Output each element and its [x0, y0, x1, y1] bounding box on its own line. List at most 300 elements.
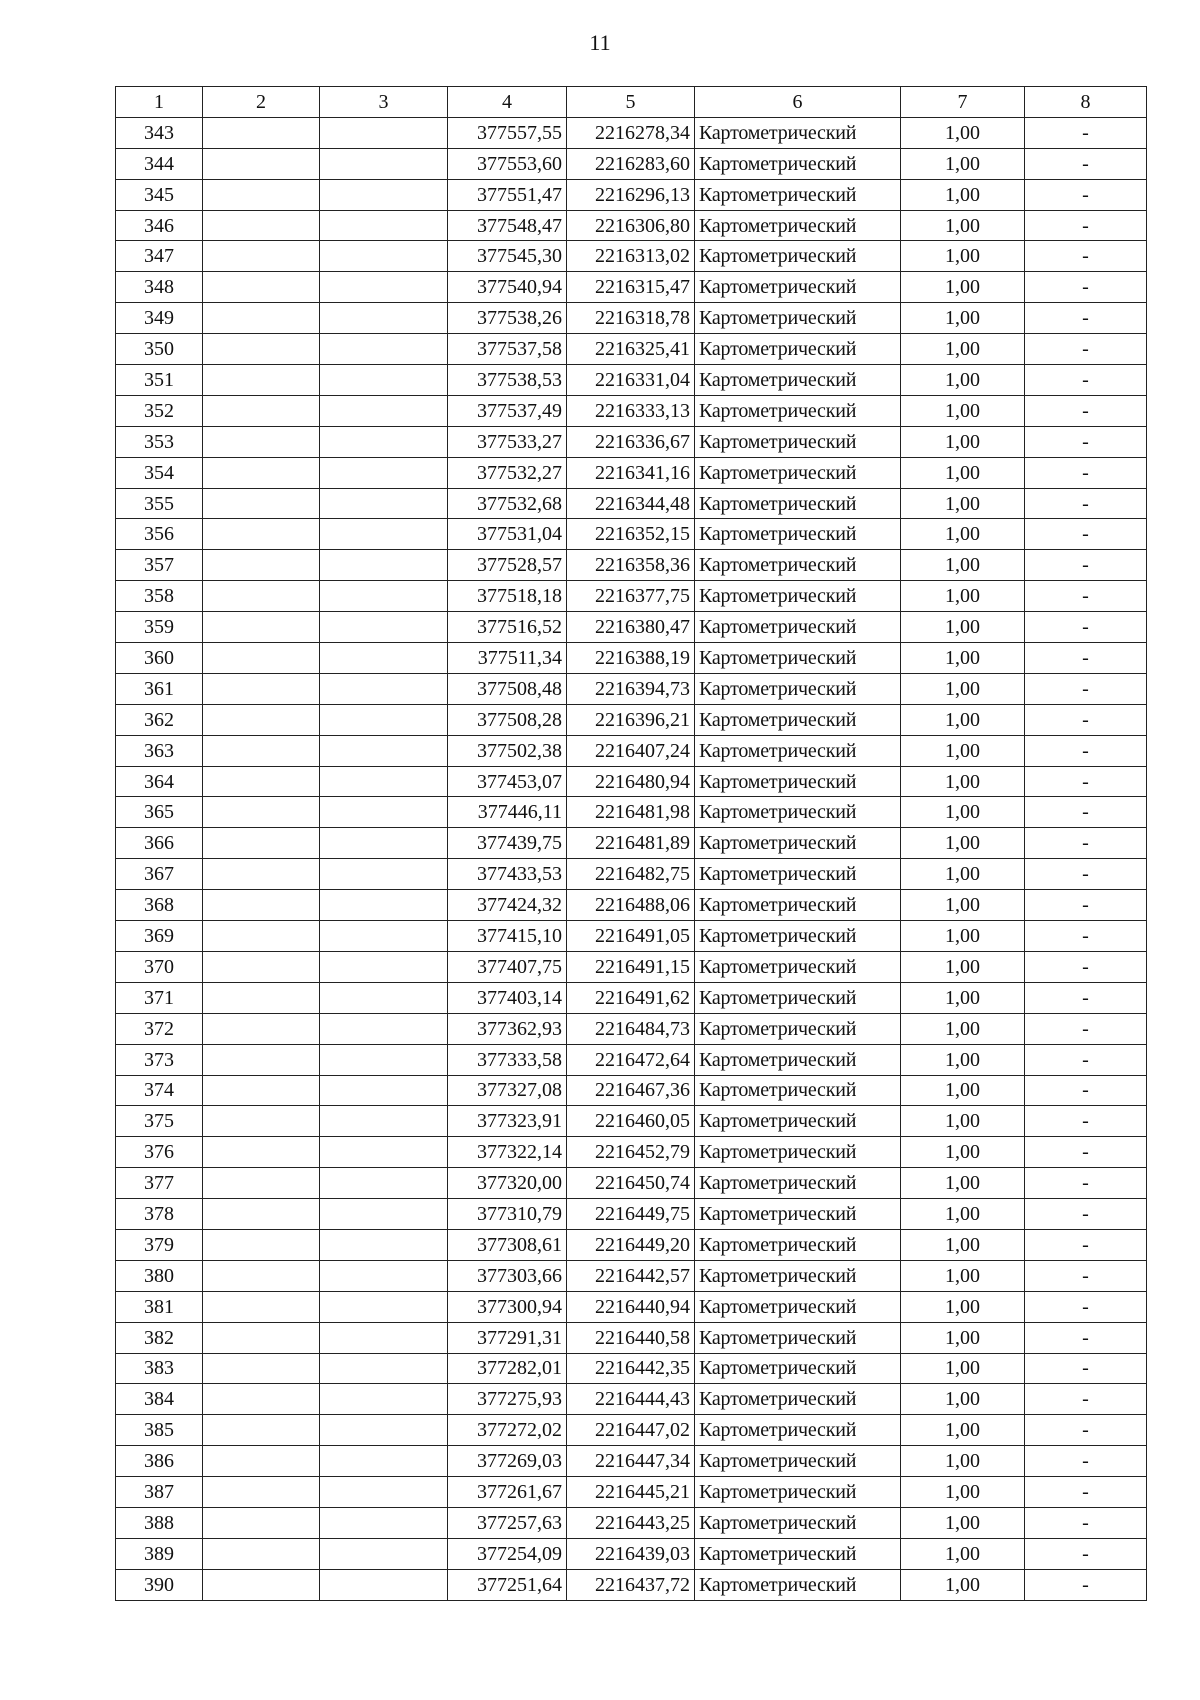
point-number-cell: 362	[116, 704, 203, 735]
accuracy-cell: 1,00	[901, 1137, 1025, 1168]
column-3-cell	[320, 1353, 448, 1384]
method-cell: Картометрический	[695, 951, 901, 982]
accuracy-cell: 1,00	[901, 365, 1025, 396]
method-cell: Картометрический	[695, 241, 901, 272]
point-number-cell: 370	[116, 951, 203, 982]
header-row	[116, 87, 1147, 118]
column-3-cell	[320, 951, 448, 982]
table-row	[116, 519, 1147, 550]
column-2-cell	[203, 426, 320, 457]
table-row	[116, 1322, 1147, 1353]
x-coordinate-cell: 377303,66	[448, 1260, 567, 1291]
point-number-cell: 369	[116, 921, 203, 952]
column-2-cell	[203, 365, 320, 396]
column-header: 8	[1025, 87, 1147, 118]
table-row	[116, 550, 1147, 581]
accuracy-cell: 1,00	[901, 1507, 1025, 1538]
y-coordinate-cell: 2216439,03	[567, 1538, 695, 1569]
y-coordinate-cell: 2216449,75	[567, 1199, 695, 1230]
column-3-cell	[320, 1415, 448, 1446]
column-2-cell	[203, 890, 320, 921]
x-coordinate-cell: 377251,64	[448, 1569, 567, 1600]
y-coordinate-cell: 2216394,73	[567, 673, 695, 704]
point-number-cell: 355	[116, 488, 203, 519]
accuracy-cell: 1,00	[901, 982, 1025, 1013]
table-row	[116, 457, 1147, 488]
accuracy-cell: 1,00	[901, 148, 1025, 179]
column-3-cell	[320, 1106, 448, 1137]
column-2-cell	[203, 272, 320, 303]
method-cell: Картометрический	[695, 766, 901, 797]
method-cell: Картометрический	[695, 488, 901, 519]
table-row	[116, 982, 1147, 1013]
column-2-cell	[203, 581, 320, 612]
column-8-cell: -	[1025, 1322, 1147, 1353]
column-8-cell: -	[1025, 982, 1147, 1013]
accuracy-cell: 1,00	[901, 117, 1025, 148]
table-row	[116, 1291, 1147, 1322]
point-number-cell: 384	[116, 1384, 203, 1415]
point-number-cell: 351	[116, 365, 203, 396]
point-number-cell: 356	[116, 519, 203, 550]
x-coordinate-cell: 377533,27	[448, 426, 567, 457]
point-number-cell: 374	[116, 1075, 203, 1106]
column-8-cell: -	[1025, 890, 1147, 921]
method-cell: Картометрический	[695, 921, 901, 952]
column-3-cell	[320, 828, 448, 859]
y-coordinate-cell: 2216491,05	[567, 921, 695, 952]
column-3-cell	[320, 704, 448, 735]
column-header: 7	[901, 87, 1025, 118]
method-cell: Картометрический	[695, 1538, 901, 1569]
column-8-cell: -	[1025, 704, 1147, 735]
column-8-cell: -	[1025, 1075, 1147, 1106]
x-coordinate-cell: 377553,60	[448, 148, 567, 179]
point-number-cell: 366	[116, 828, 203, 859]
point-number-cell: 354	[116, 457, 203, 488]
column-3-cell	[320, 1137, 448, 1168]
column-2-cell	[203, 1260, 320, 1291]
column-3-cell	[320, 395, 448, 426]
y-coordinate-cell: 2216447,02	[567, 1415, 695, 1446]
point-number-cell: 359	[116, 612, 203, 643]
accuracy-cell: 1,00	[901, 179, 1025, 210]
method-cell: Картометрический	[695, 704, 901, 735]
x-coordinate-cell: 377272,02	[448, 1415, 567, 1446]
point-number-cell: 353	[116, 426, 203, 457]
column-3-cell	[320, 303, 448, 334]
column-8-cell: -	[1025, 395, 1147, 426]
table-row	[116, 1507, 1147, 1538]
y-coordinate-cell: 2216344,48	[567, 488, 695, 519]
table-row	[116, 643, 1147, 674]
accuracy-cell: 1,00	[901, 890, 1025, 921]
method-cell: Картометрический	[695, 1044, 901, 1075]
column-8-cell: -	[1025, 766, 1147, 797]
accuracy-cell: 1,00	[901, 643, 1025, 674]
column-3-cell	[320, 1044, 448, 1075]
accuracy-cell: 1,00	[901, 1322, 1025, 1353]
column-3-cell	[320, 1384, 448, 1415]
point-number-cell: 371	[116, 982, 203, 1013]
table-row	[116, 581, 1147, 612]
column-2-cell	[203, 1168, 320, 1199]
table-row	[116, 735, 1147, 766]
point-number-cell: 361	[116, 673, 203, 704]
column-2-cell	[203, 179, 320, 210]
column-3-cell	[320, 1199, 448, 1230]
point-number-cell: 381	[116, 1291, 203, 1322]
y-coordinate-cell: 2216442,57	[567, 1260, 695, 1291]
column-3-cell	[320, 982, 448, 1013]
column-8-cell: -	[1025, 117, 1147, 148]
x-coordinate-cell: 377333,58	[448, 1044, 567, 1075]
column-3-cell	[320, 1446, 448, 1477]
accuracy-cell: 1,00	[901, 1075, 1025, 1106]
table-row	[116, 334, 1147, 365]
y-coordinate-cell: 2216450,74	[567, 1168, 695, 1199]
column-8-cell: -	[1025, 334, 1147, 365]
y-coordinate-cell: 2216442,35	[567, 1353, 695, 1384]
x-coordinate-cell: 377537,58	[448, 334, 567, 365]
table-row	[116, 766, 1147, 797]
table-row	[116, 117, 1147, 148]
column-8-cell: -	[1025, 1569, 1147, 1600]
method-cell: Картометрический	[695, 1013, 901, 1044]
y-coordinate-cell: 2216396,21	[567, 704, 695, 735]
column-header: 6	[695, 87, 901, 118]
table-row	[116, 210, 1147, 241]
y-coordinate-cell: 2216296,13	[567, 179, 695, 210]
column-3-cell	[320, 148, 448, 179]
table-row	[116, 1044, 1147, 1075]
table-row	[116, 859, 1147, 890]
x-coordinate-cell: 377508,28	[448, 704, 567, 735]
x-coordinate-cell: 377433,53	[448, 859, 567, 890]
accuracy-cell: 1,00	[901, 303, 1025, 334]
method-cell: Картометрический	[695, 1199, 901, 1230]
table-row	[116, 1199, 1147, 1230]
column-header: 5	[567, 87, 695, 118]
x-coordinate-cell: 377551,47	[448, 179, 567, 210]
method-cell: Картометрический	[695, 1477, 901, 1508]
x-coordinate-cell: 377531,04	[448, 519, 567, 550]
column-8-cell: -	[1025, 859, 1147, 890]
accuracy-cell: 1,00	[901, 828, 1025, 859]
table-row	[116, 921, 1147, 952]
y-coordinate-cell: 2216318,78	[567, 303, 695, 334]
method-cell: Картометрический	[695, 1569, 901, 1600]
method-cell: Картометрический	[695, 673, 901, 704]
column-3-cell	[320, 365, 448, 396]
column-2-cell	[203, 1199, 320, 1230]
point-number-cell: 352	[116, 395, 203, 426]
y-coordinate-cell: 2216480,94	[567, 766, 695, 797]
point-number-cell: 368	[116, 890, 203, 921]
column-header: 2	[203, 87, 320, 118]
table-row	[116, 1538, 1147, 1569]
x-coordinate-cell: 377275,93	[448, 1384, 567, 1415]
column-8-cell: -	[1025, 673, 1147, 704]
x-coordinate-cell: 377320,00	[448, 1168, 567, 1199]
method-cell: Картометрический	[695, 148, 901, 179]
column-8-cell: -	[1025, 148, 1147, 179]
column-8-cell: -	[1025, 1106, 1147, 1137]
column-2-cell	[203, 828, 320, 859]
table-row	[116, 1229, 1147, 1260]
column-2-cell	[203, 643, 320, 674]
x-coordinate-cell: 377424,32	[448, 890, 567, 921]
accuracy-cell: 1,00	[901, 550, 1025, 581]
column-8-cell: -	[1025, 828, 1147, 859]
point-number-cell: 389	[116, 1538, 203, 1569]
method-cell: Картометрический	[695, 643, 901, 674]
table-row	[116, 1168, 1147, 1199]
column-3-cell	[320, 1260, 448, 1291]
column-8-cell: -	[1025, 457, 1147, 488]
accuracy-cell: 1,00	[901, 1229, 1025, 1260]
column-2-cell	[203, 550, 320, 581]
table-row	[116, 272, 1147, 303]
method-cell: Картометрический	[695, 1415, 901, 1446]
table-row	[116, 797, 1147, 828]
y-coordinate-cell: 2216325,41	[567, 334, 695, 365]
accuracy-cell: 1,00	[901, 1569, 1025, 1600]
column-2-cell	[203, 148, 320, 179]
point-number-cell: 380	[116, 1260, 203, 1291]
accuracy-cell: 1,00	[901, 488, 1025, 519]
column-8-cell: -	[1025, 488, 1147, 519]
column-2-cell	[203, 1477, 320, 1508]
table-row	[116, 395, 1147, 426]
column-3-cell	[320, 426, 448, 457]
y-coordinate-cell: 2216491,62	[567, 982, 695, 1013]
point-number-cell: 358	[116, 581, 203, 612]
column-8-cell: -	[1025, 210, 1147, 241]
x-coordinate-cell: 377537,49	[448, 395, 567, 426]
column-2-cell	[203, 1106, 320, 1137]
y-coordinate-cell: 2216336,67	[567, 426, 695, 457]
x-coordinate-cell: 377453,07	[448, 766, 567, 797]
column-2-cell	[203, 673, 320, 704]
column-3-cell	[320, 488, 448, 519]
method-cell: Картометрический	[695, 735, 901, 766]
accuracy-cell: 1,00	[901, 1384, 1025, 1415]
table-row	[116, 1384, 1147, 1415]
x-coordinate-cell: 377254,09	[448, 1538, 567, 1569]
table-row	[116, 1477, 1147, 1508]
table-row	[116, 1106, 1147, 1137]
column-2-cell	[203, 241, 320, 272]
x-coordinate-cell: 377300,94	[448, 1291, 567, 1322]
column-2-cell	[203, 1415, 320, 1446]
point-number-cell: 382	[116, 1322, 203, 1353]
method-cell: Картометрический	[695, 1384, 901, 1415]
column-8-cell: -	[1025, 735, 1147, 766]
point-number-cell: 372	[116, 1013, 203, 1044]
column-2-cell	[203, 303, 320, 334]
column-2-cell	[203, 334, 320, 365]
column-header: 1	[116, 87, 203, 118]
point-number-cell: 367	[116, 859, 203, 890]
column-3-cell	[320, 1229, 448, 1260]
accuracy-cell: 1,00	[901, 272, 1025, 303]
y-coordinate-cell: 2216482,75	[567, 859, 695, 890]
table-row	[116, 1569, 1147, 1600]
x-coordinate-cell: 377446,11	[448, 797, 567, 828]
column-3-cell	[320, 766, 448, 797]
point-number-cell: 350	[116, 334, 203, 365]
table-row	[116, 951, 1147, 982]
column-8-cell: -	[1025, 1229, 1147, 1260]
column-3-cell	[320, 859, 448, 890]
method-cell: Картометрический	[695, 395, 901, 426]
y-coordinate-cell: 2216460,05	[567, 1106, 695, 1137]
point-number-cell: 387	[116, 1477, 203, 1508]
column-8-cell: -	[1025, 1415, 1147, 1446]
y-coordinate-cell: 2216341,16	[567, 457, 695, 488]
column-2-cell	[203, 704, 320, 735]
point-number-cell: 346	[116, 210, 203, 241]
column-2-cell	[203, 519, 320, 550]
column-3-cell	[320, 1507, 448, 1538]
accuracy-cell: 1,00	[901, 1477, 1025, 1508]
table-row	[116, 179, 1147, 210]
column-2-cell	[203, 1075, 320, 1106]
point-number-cell: 388	[116, 1507, 203, 1538]
column-8-cell: -	[1025, 1477, 1147, 1508]
column-2-cell	[203, 921, 320, 952]
method-cell: Картометрический	[695, 117, 901, 148]
accuracy-cell: 1,00	[901, 951, 1025, 982]
accuracy-cell: 1,00	[901, 334, 1025, 365]
column-2-cell	[203, 951, 320, 982]
column-3-cell	[320, 612, 448, 643]
column-2-cell	[203, 457, 320, 488]
method-cell: Картометрический	[695, 365, 901, 396]
x-coordinate-cell: 377310,79	[448, 1199, 567, 1230]
y-coordinate-cell: 2216283,60	[567, 148, 695, 179]
y-coordinate-cell: 2216443,25	[567, 1507, 695, 1538]
column-8-cell: -	[1025, 921, 1147, 952]
table-row	[116, 1446, 1147, 1477]
method-cell: Картометрический	[695, 272, 901, 303]
x-coordinate-cell: 377291,31	[448, 1322, 567, 1353]
column-8-cell: -	[1025, 365, 1147, 396]
table-body	[116, 117, 1147, 1600]
column-8-cell: -	[1025, 1168, 1147, 1199]
column-8-cell: -	[1025, 179, 1147, 210]
y-coordinate-cell: 2216440,58	[567, 1322, 695, 1353]
x-coordinate-cell: 377557,55	[448, 117, 567, 148]
method-cell: Картометрический	[695, 210, 901, 241]
x-coordinate-cell: 377538,26	[448, 303, 567, 334]
accuracy-cell: 1,00	[901, 519, 1025, 550]
point-number-cell: 373	[116, 1044, 203, 1075]
table-row	[116, 365, 1147, 396]
y-coordinate-cell: 2216452,79	[567, 1137, 695, 1168]
y-coordinate-cell: 2216491,15	[567, 951, 695, 982]
column-3-cell	[320, 272, 448, 303]
table-row	[116, 704, 1147, 735]
column-2-cell	[203, 395, 320, 426]
x-coordinate-cell: 377269,03	[448, 1446, 567, 1477]
y-coordinate-cell: 2216467,36	[567, 1075, 695, 1106]
x-coordinate-cell: 377538,53	[448, 365, 567, 396]
column-3-cell	[320, 1477, 448, 1508]
column-8-cell: -	[1025, 1044, 1147, 1075]
column-2-cell	[203, 1353, 320, 1384]
accuracy-cell: 1,00	[901, 210, 1025, 241]
column-2-cell	[203, 488, 320, 519]
column-2-cell	[203, 210, 320, 241]
column-2-cell	[203, 797, 320, 828]
column-8-cell: -	[1025, 1199, 1147, 1230]
y-coordinate-cell: 2216444,43	[567, 1384, 695, 1415]
table-row	[116, 488, 1147, 519]
x-coordinate-cell: 377261,67	[448, 1477, 567, 1508]
column-3-cell	[320, 1322, 448, 1353]
method-cell: Картометрический	[695, 1322, 901, 1353]
table-row	[116, 673, 1147, 704]
accuracy-cell: 1,00	[901, 1168, 1025, 1199]
point-number-cell: 376	[116, 1137, 203, 1168]
x-coordinate-cell: 377532,27	[448, 457, 567, 488]
method-cell: Картометрический	[695, 1291, 901, 1322]
accuracy-cell: 1,00	[901, 735, 1025, 766]
column-2-cell	[203, 982, 320, 1013]
column-8-cell: -	[1025, 1446, 1147, 1477]
table-row	[116, 1260, 1147, 1291]
accuracy-cell: 1,00	[901, 766, 1025, 797]
y-coordinate-cell: 2216447,34	[567, 1446, 695, 1477]
y-coordinate-cell: 2216437,72	[567, 1569, 695, 1600]
point-number-cell: 360	[116, 643, 203, 674]
column-8-cell: -	[1025, 241, 1147, 272]
accuracy-cell: 1,00	[901, 457, 1025, 488]
x-coordinate-cell: 377439,75	[448, 828, 567, 859]
column-2-cell	[203, 1044, 320, 1075]
method-cell: Картометрический	[695, 1507, 901, 1538]
column-3-cell	[320, 673, 448, 704]
column-2-cell	[203, 1322, 320, 1353]
column-3-cell	[320, 643, 448, 674]
point-number-cell: 363	[116, 735, 203, 766]
method-cell: Картометрический	[695, 1168, 901, 1199]
method-cell: Картометрический	[695, 612, 901, 643]
point-number-cell: 377	[116, 1168, 203, 1199]
y-coordinate-cell: 2216315,47	[567, 272, 695, 303]
x-coordinate-cell: 377403,14	[448, 982, 567, 1013]
column-3-cell	[320, 1538, 448, 1569]
point-number-cell: 345	[116, 179, 203, 210]
column-2-cell	[203, 1137, 320, 1168]
table-row	[116, 1415, 1147, 1446]
y-coordinate-cell: 2216445,21	[567, 1477, 695, 1508]
y-coordinate-cell: 2216481,98	[567, 797, 695, 828]
point-number-cell: 343	[116, 117, 203, 148]
column-header: 4	[448, 87, 567, 118]
column-2-cell	[203, 117, 320, 148]
y-coordinate-cell: 2216380,47	[567, 612, 695, 643]
method-cell: Картометрический	[695, 1446, 901, 1477]
point-number-cell: 344	[116, 148, 203, 179]
column-8-cell: -	[1025, 1137, 1147, 1168]
x-coordinate-cell: 377502,38	[448, 735, 567, 766]
method-cell: Картометрический	[695, 797, 901, 828]
method-cell: Картометрический	[695, 828, 901, 859]
table-row	[116, 426, 1147, 457]
